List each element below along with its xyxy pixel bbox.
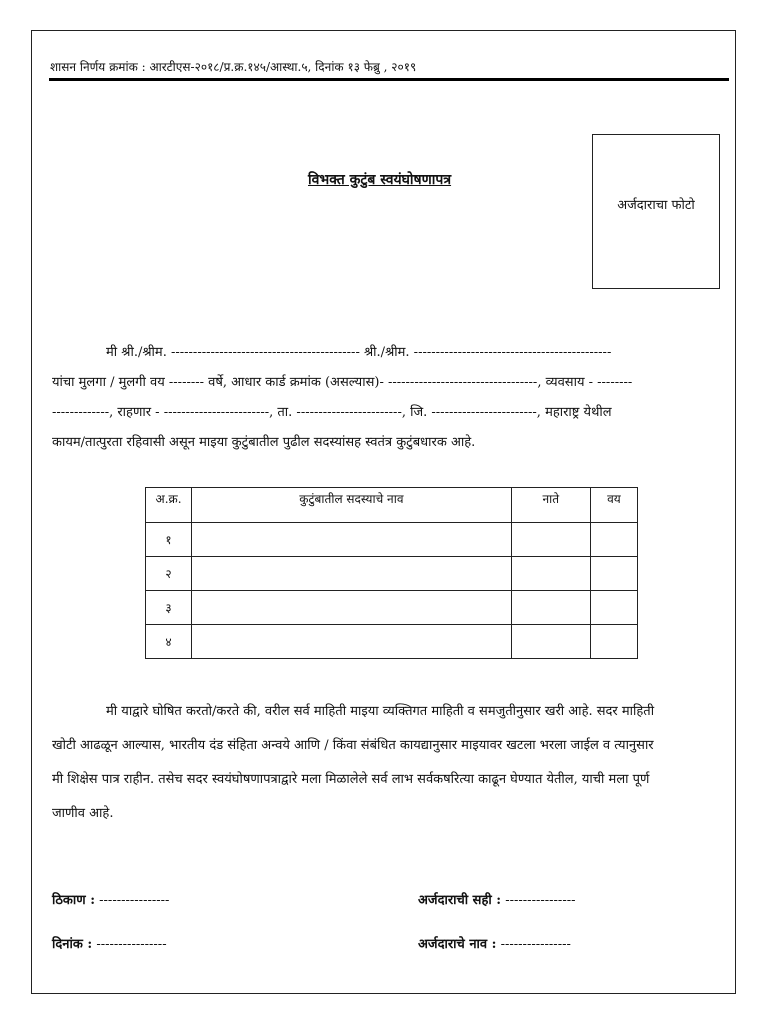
- applicant-name-value[interactable]: ----------------: [500, 937, 571, 952]
- row-serial: १: [146, 523, 192, 557]
- relation-cell[interactable]: [511, 557, 590, 591]
- paragraph-line: कायम/तात्पुरता रहिवासी असून माइया कुटुंबातील पुढील सदस्यांसह स्वतंत्र कुटुंबधारक आहे.: [52, 435, 476, 450]
- declaration-paragraph: [52, 697, 734, 833]
- government-resolution-reference: शासन निर्णय क्रमांक : आरटीएस-२०१८/प्र.क्र.१४५/आस्था.५, दिनांक १३ फेब्रु , २०१९: [50, 60, 417, 74]
- declaration-line: मी याद्वारे घोषित करतो/करते की, वरील सर्व माहिती माइया व्यक्तिगत माहिती व समजुतीनुसार खरी आहे. सदर माहिती: [106, 704, 655, 719]
- member-name-cell[interactable]: [192, 523, 512, 557]
- row-serial: ३: [146, 591, 192, 625]
- header-serial: अ.क्र.: [146, 488, 192, 523]
- place-field: [52, 890, 169, 908]
- age-cell[interactable]: [590, 625, 637, 659]
- header-member-name: कुटुंबातील सदस्याचे नाव: [192, 488, 512, 523]
- applicant-photo-box: [592, 134, 720, 289]
- declaration-line: मी शिक्षेस पात्र राहीन. तसेच सदर स्वयंघोषणापत्राद्वारे मला मिळालेले सर्व लाभ सर्वकषरित्या काढून घेण्यात येतील, याची मला पूर्ण: [52, 772, 650, 787]
- header-age: वय: [590, 488, 637, 523]
- member-name-cell[interactable]: [192, 557, 512, 591]
- table-row: [146, 591, 638, 625]
- row-serial: ४: [146, 625, 192, 659]
- declaration-line: जाणीव आहे.: [52, 806, 114, 821]
- signature-field: [418, 890, 576, 908]
- header-relation: नाते: [511, 488, 590, 523]
- row-serial: २: [146, 557, 192, 591]
- document-title: विभक्त कुटुंब स्वयंघोषणापत्र: [308, 172, 452, 188]
- applicant-name-label: अर्जदाराचे नाव :: [418, 937, 497, 952]
- table-row: [146, 557, 638, 591]
- family-members-table: [145, 487, 638, 659]
- photo-box-label: अर्जदाराचा फोटो: [617, 198, 695, 213]
- date-field: [52, 934, 167, 952]
- table-row: [146, 523, 638, 557]
- member-name-cell[interactable]: [192, 591, 512, 625]
- relation-cell[interactable]: [511, 625, 590, 659]
- applicant-details-paragraph: [52, 338, 732, 458]
- place-value[interactable]: ----------------: [99, 893, 170, 908]
- header-divider: [49, 78, 729, 81]
- date-value[interactable]: ----------------: [96, 937, 167, 952]
- age-cell[interactable]: [590, 591, 637, 625]
- applicant-name-field: [418, 934, 571, 952]
- place-label: ठिकाण :: [52, 893, 95, 908]
- age-cell[interactable]: [590, 557, 637, 591]
- age-cell[interactable]: [590, 523, 637, 557]
- date-label: दिनांक :: [52, 937, 93, 952]
- member-name-cell[interactable]: [192, 625, 512, 659]
- relation-cell[interactable]: [511, 591, 590, 625]
- signature-label: अर्जदाराची सही :: [418, 893, 502, 908]
- table-header-row: [146, 488, 638, 523]
- paragraph-line: -------------, राहणार - ------------------------, ता. ------------------------, जि. ------------------------, महाराष्ट्र येथील: [52, 405, 612, 420]
- table-row: [146, 625, 638, 659]
- paragraph-line: मी श्री./श्रीम. ------------------------------------------- श्री./श्रीम. ---------------------------------------------: [106, 345, 612, 360]
- declaration-line: खोटी आढळून आल्यास, भारतीय दंड संहिता अन्वये आणि / किंवा संबंधित कायद्यानुसार माइयावर खटला भरला जाईल व त्यानुसार: [52, 738, 654, 753]
- paragraph-line: यांचा मुलगा / मुलगी वय -------- वर्षे, आधार कार्ड क्रमांक (असल्यास)- ----------------------------------, व्यवसाय - --------: [52, 375, 633, 390]
- signature-value[interactable]: ----------------: [505, 893, 576, 908]
- relation-cell[interactable]: [511, 523, 590, 557]
